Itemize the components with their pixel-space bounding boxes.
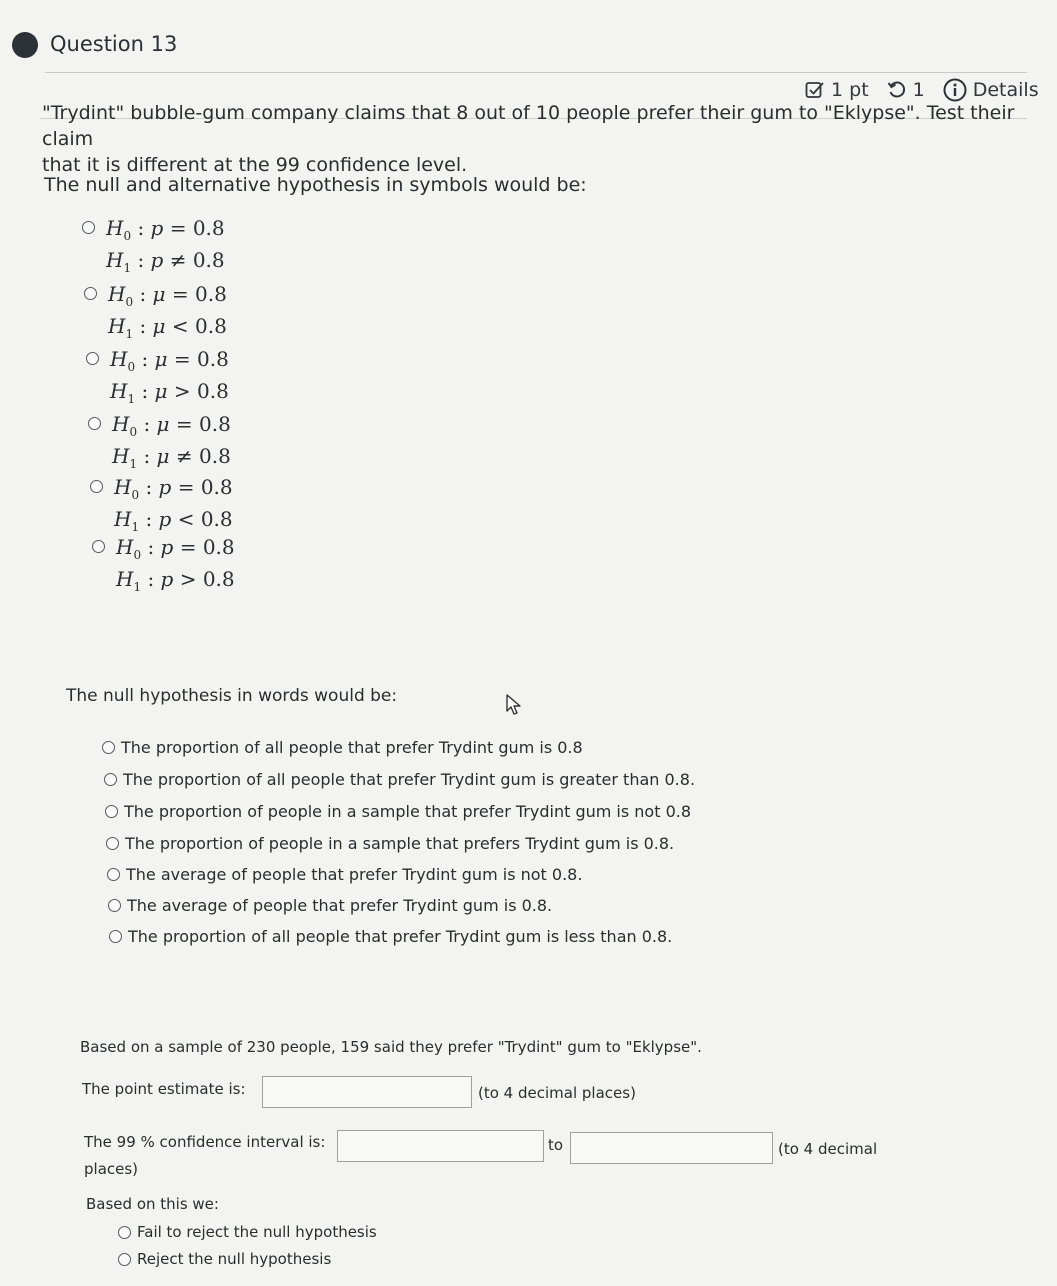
null-words-option-6[interactable] (108, 896, 552, 915)
radio-button[interactable] (109, 930, 122, 943)
conclusion-label: Based on this we: (86, 1195, 219, 1213)
h0-relation: = 0.8 (177, 475, 233, 499)
details-link[interactable]: Details (972, 79, 1039, 101)
option-label: The average of people that prefer Trydint gum is not 0.8. (126, 865, 583, 884)
info-icon[interactable] (943, 78, 967, 102)
hypothesis-option-3[interactable]: $H_0$ : μ = 0.8 $H_1$ : μ > 0.8 (110, 347, 229, 411)
option-label: The average of people that prefer Trydint gum is 0.8. (127, 896, 553, 915)
option-label: The proportion of all people that prefer Trydint gum is less than 0.8. (128, 927, 673, 946)
option-label: Reject the null hypothesis (137, 1250, 332, 1268)
conclusion-option-fail-to-reject[interactable] (118, 1223, 377, 1241)
question-title: Question 13 (50, 32, 178, 56)
hypothesis-option-2[interactable]: $H_0$ : μ = 0.8 $H_1$ : μ < 0.8 (108, 282, 227, 346)
prompt-line-2: that it is different at the 99 confidence level. (42, 154, 468, 176)
radio-button[interactable] (86, 352, 99, 365)
mouse-cursor-icon (505, 693, 525, 721)
radio-button[interactable] (82, 221, 95, 234)
radio-button[interactable] (84, 287, 97, 300)
option-label: The proportion of all people that prefer Trydint gum is 0.8 (121, 738, 583, 757)
hypothesis-option-4[interactable]: $H_0$ : μ = 0.8 $H_1$ : μ ≠ 0.8 (112, 412, 231, 476)
h0-relation: = 0.8 (171, 282, 227, 306)
radio-button[interactable] (118, 1226, 131, 1239)
radio-button[interactable] (105, 805, 118, 818)
null-words-option-5[interactable] (107, 865, 582, 884)
points-label: 1 pt (831, 79, 869, 101)
radio-button[interactable] (118, 1253, 131, 1266)
h1-relation: > 0.8 (173, 379, 229, 403)
null-words-option-2[interactable] (104, 770, 695, 789)
h0-relation: = 0.8 (173, 347, 229, 371)
ci-unit-label: (to 4 decimal (778, 1140, 878, 1158)
null-words-option-4[interactable] (106, 834, 674, 853)
h0-relation: = 0.8 (179, 535, 235, 559)
h1-relation: ≠ 0.8 (175, 444, 231, 468)
null-words-option-7[interactable] (109, 927, 672, 946)
null-words-label: The null hypothesis in words would be: (66, 686, 398, 706)
attempts-count: 1 (912, 79, 925, 101)
question-status-dot (12, 32, 38, 58)
radio-button[interactable] (92, 540, 105, 553)
sample-description: Based on a sample of 230 people, 159 said they prefer "Trydint" gum to "Eklypse". (80, 1038, 702, 1056)
point-estimate-unit: (to 4 decimal places) (478, 1084, 636, 1102)
option-label: The proportion of all people that prefer Trydint gum is greater than 0.8. (123, 770, 696, 789)
question-meta (805, 78, 1039, 102)
null-words-option-3[interactable] (105, 802, 691, 821)
null-words-option-1[interactable] (102, 738, 583, 757)
param-symbol: μ (152, 314, 166, 338)
question-header (0, 20, 1057, 72)
radio-button[interactable] (90, 480, 103, 493)
radio-button[interactable] (107, 868, 120, 881)
h0-relation: = 0.8 (175, 412, 231, 436)
option-label: The proportion of people in a sample that prefers Trydint gum is 0.8. (125, 834, 675, 853)
radio-button[interactable] (108, 899, 121, 912)
hypothesis-option-6[interactable]: $H_0$ : p = 0.8 $H_1$ : p > 0.8 (116, 535, 235, 599)
param-symbol: p (160, 535, 174, 559)
h1-relation: ≠ 0.8 (169, 248, 225, 272)
param-symbol: μ (156, 444, 170, 468)
param-symbol: p (160, 567, 174, 591)
param-symbol: μ (154, 379, 168, 403)
radio-button[interactable] (106, 837, 119, 850)
radio-button[interactable] (102, 741, 115, 754)
param-symbol: μ (152, 282, 166, 306)
hypothesis-option-1[interactable]: $H_0$ : p = 0.8 $H_1$ : p ≠ 0.8 (106, 216, 225, 280)
param-symbol: p (150, 216, 164, 240)
ci-upper-input[interactable] (570, 1132, 773, 1164)
param-symbol: p (158, 507, 172, 531)
option-label: The proportion of people in a sample that prefer Trydint gum is not 0.8 (124, 802, 692, 821)
ci-to-label: to (548, 1136, 564, 1154)
point-estimate-input[interactable] (262, 1076, 472, 1108)
option-label: Fail to reject the null hypothesis (137, 1223, 377, 1241)
checkbox-edit-icon (805, 80, 825, 100)
confidence-interval-label: The 99 % confidence interval is: (84, 1133, 326, 1151)
hypotheses-label: The null and alternative hypothesis in symbols would be: (44, 174, 587, 196)
h1-relation: < 0.8 (177, 507, 233, 531)
h1-relation: > 0.8 (179, 567, 235, 591)
param-symbol: p (150, 248, 164, 272)
question-prompt (42, 100, 1022, 178)
h0-relation: = 0.8 (169, 216, 225, 240)
header-divider (45, 72, 1027, 73)
ci-unit-label-continued: places) (84, 1160, 139, 1178)
radio-button[interactable] (104, 773, 117, 786)
h1-relation: < 0.8 (171, 314, 227, 338)
radio-button[interactable] (88, 417, 101, 430)
param-symbol: μ (154, 347, 168, 371)
retry-icon (887, 80, 907, 100)
param-symbol: μ (156, 412, 170, 436)
ci-lower-input[interactable] (337, 1130, 544, 1162)
point-estimate-label: The point estimate is: (82, 1080, 246, 1098)
param-symbol: p (158, 475, 172, 499)
conclusion-option-reject[interactable] (118, 1250, 331, 1268)
prompt-line-1: "Trydint" bubble-gum company claims that 8 out of 10 people prefer their gum to "Eklypse". Test their claim (42, 102, 1015, 150)
hypothesis-option-5[interactable]: $H_0$ : p = 0.8 $H_1$ : p < 0.8 (114, 475, 233, 539)
